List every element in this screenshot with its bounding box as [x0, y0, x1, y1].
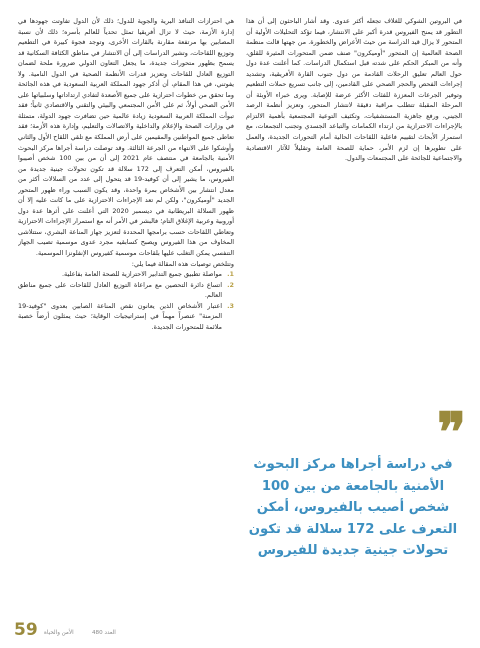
recommendations-heading: وتتلخص توصيات هذه المقالة فيما يلي: [131, 259, 234, 268]
recommendations-list [18, 269, 234, 332]
list-number: 3. [227, 301, 234, 310]
article-right-column [246, 16, 462, 386]
list-item-text: مواصلة تطبيق جميع التدابير الاحترازية للصحة العامة بفاعلية. [62, 270, 222, 279]
issue-number: العدد 480 [92, 630, 116, 636]
article-left-column [18, 16, 234, 604]
pull-quote-text: في دراسة أجراها مركز البحوث الأمنية بالجامعة من بين 100 شخص أصيب بالفيروس، أمكن التعرف على 172 سلالة قد تكون تحولات جينية جديدة للفيروس [248, 457, 458, 559]
list-item [18, 269, 234, 280]
list-item-text: اتساع دائرة التحصين مع مراعاة التوزيع العادل للقاحات على جميع مناطق العالم. [18, 280, 222, 300]
list-number: 2. [227, 280, 234, 289]
page-number: 59 [14, 620, 38, 640]
list-item [18, 301, 234, 333]
magazine-name: الأمن والحياة [44, 630, 74, 636]
article-body-text: في البروتين الشوكي للغلاف تجعله أكثر عدوى. وقد أشار الباحثون إلى أن هذا التطور قد يمنح الفيروس قدرة أكبر على الانتشار، فيما تؤكد التحليلات الأولية أن المتحور لا يزال قيد الدراسة من حيث الأعراض والخطورة. من جهتها قالت منظمة الصحة العالمية إن المتحور "أوميكرون" صنف ضمن المتحورات المثيرة للقلق، وأنه من المبكر الحكم على شدته قبل استكمال الدراسات. كما أعلنت عدة دول حول العالم تعليق الرحلات القادمة من دول جنوب القارة الأفريقية، وتشديد إجراءات الفحص والحجر الصحي على القادمين، إلى جانب تسريع حملات التطعيم وتوفير الجرعات المعززة للفئات الأكثر عرضة للإصابة. ويرى خبراء الأوبئة أن المرحلة المقبلة تتطلب مراقبة دقيقة لانتشار المتحور، وتعزيز أنظمة الرصد الجيني، ورفع جاهزية المستشفيات، وتكثيف التوعية المجتمعية بأهمية الالتزام بالإجراءات الاحترازية من ارتداء الكمامات والتباعد الجسدي وتجنب التجمعات، مع استمرار الأبحاث لتقييم فاعلية اللقاحات الحالية أمام التحورات الجديدة، والعمل على تطويرها إن لزم الأمر، حماية للصحة العامة وتقليلاً للآثار الاقتصادية والاجتماعية للجائحة على المجتمعات والدول. [246, 17, 462, 163]
pull-quote [244, 400, 462, 588]
list-item-text: اعتبار الأشخاص الذين يعانون نقص المناعة الصابين بعدوى "كوفيد-19 المزمنة" عنصراً مهماً في إستراتيجيات الوقاية؛ حيث يمثلون أرضاً خصبة ملائمة للمتحورات الجديدة. [18, 301, 222, 331]
list-item [18, 280, 234, 301]
article-body-text: هي احترازات التنافذ البرية والجوية للدول؛ ذلك لأن الدول تفاوتت جهودها في إدارة الأزمة، حيث لا تزال أفريقيا تمثل تحدياً للعالم بأسره؛ ذلك لأن نسبة المصابين بها مرتفعة مقارنة بالقارات الأخرى، وتوجد فجوة كبيرة في التطعيم وتوزيع اللقاحات، وتشير الدراسات إلى أن الانتشار في مناطق الكثافة السكانية قد يسمح بظهور متحورات جديدة، ما يجعل التعاون الدولي ضرورة ملحة لضمان التوزيع العادل للقاحات وتعزيز قدرات الأنظمة الصحية في الدول النامية. ولا يفوتني، في هذا المقام، أن أذكر جهود المملكة العربية السعودية في هذه الجائحة وما تحقق من خطوات احترازية على جميع الأصعدة لتفادي ارتداداتها وسلبياتها على الأمن الصحي أولاً، ثم على الأمن المجتمعي والبيئي والتقني والاقتصادي ثانياً؛ فقد تبوأت المملكة العربية السعودية زيادة عالمية حين تضافرت جهود الدولة، متمثلة في وزارات الصحة والإعلام والداخلية والاتصالات والتعليم، وإدارة هذه الأزمة؛ فقد تعاطى جميع المواطنين والمقيمين على أرض المملكة مع تلقي اللقاح الأول والثاني وأوشكوا على الانتهاء من الجرعة الثالثة. وقد توصلت دراسة أجراها مركز البحوث الأمنية بالجامعة في منتصف عام 2021 إلى أن من بين 100 شخص أصيبوا بالفيروس، أمكن التعرف إلى 172 سلالة قد تكون تحولات جينية جديدة من الفيروس، ما يشير إلى أن كوفيد-19 قد يتحول إلى عدد من السلالات أكثر من معدل انتشار بين الأشخاص بمرة واحدة، وقد يكون السبب وراء ظهور المتحور الجديد "أوميكرون"، ولكن لم تعد الإجراءات الاحترازية على ما كانت عليه إلا أن ظهور السلالة البريطانية في ديسمبر 2020 التي أعلنت على أثرها عدة دول أوروبية وعربية الإغلاق التام؛ فالبشر في الأمر أنه مع استمرار الإجراءات الاحترازية وتعاطي اللقاحات حسب برامجها المحددة لتعزيز جهاز المناعة البشري، ستتلاشى المخاوف من هذا الفيروس ويصبح كسابقيه مجرد عدوى موسمية تصيب الجهاز التنفسي يمكن التغلب عليها بلقاحات موسمية كفيروس الإنفلونزا الموسمية. [18, 17, 234, 258]
page-footer [0, 618, 480, 648]
quote-mark-icon: ❞ [436, 400, 460, 464]
list-number: 1. [227, 270, 234, 279]
